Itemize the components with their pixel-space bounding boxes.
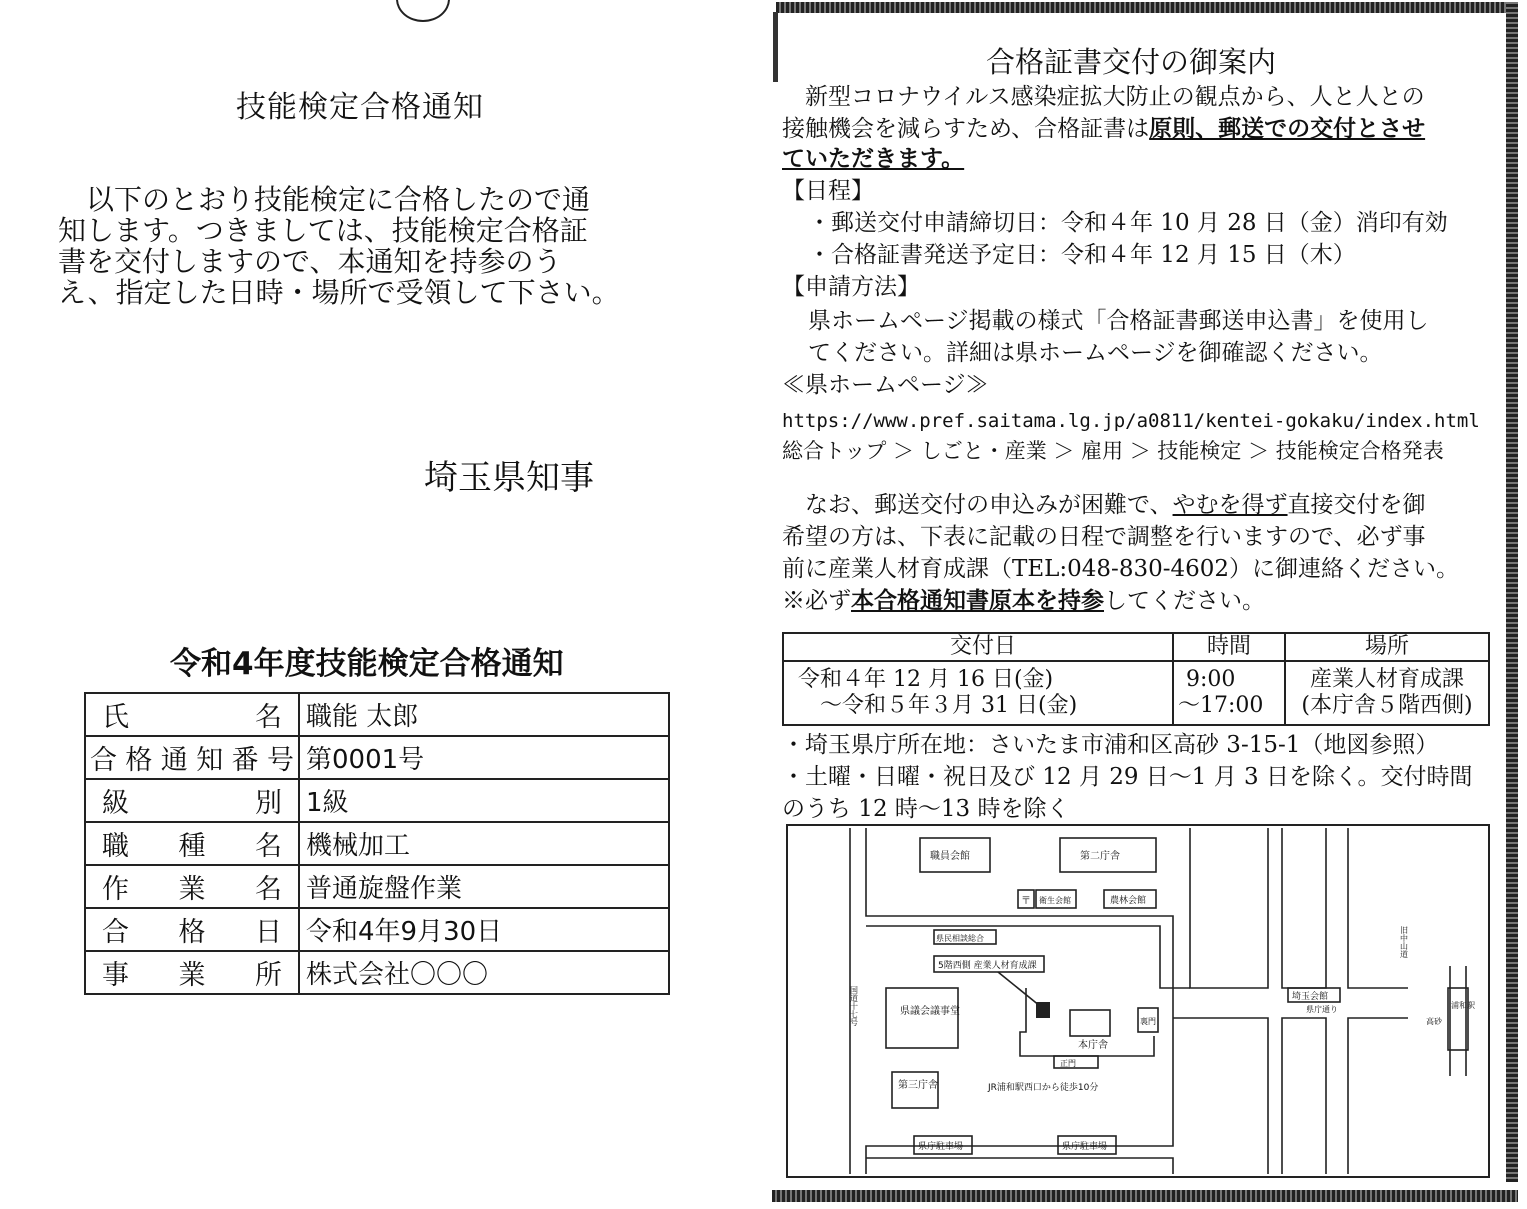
table-row xyxy=(783,661,1489,725)
map-label: 衛生会館 xyxy=(1039,896,1071,905)
row-label: 事業所 xyxy=(85,951,299,994)
breadcrumb: 総合トップ ＞ しごと・産業 ＞ 雇用 ＞ 技能検定 ＞ 技能検定合格発表 xyxy=(782,439,1444,463)
note-emphasis: 本合格通知書原本を持参 xyxy=(851,588,1104,614)
map-label: 〒 xyxy=(1021,896,1031,907)
left-page xyxy=(0,0,760,1209)
table-row xyxy=(85,693,669,736)
note-line: 前に産業人材育成課（TEL:048-830-4602）に御連絡ください。 xyxy=(782,556,1460,582)
note-line: 希望の方は、下表に記載の日程で調整を行いますので、必ず事 xyxy=(782,524,1426,550)
row-label: 合格通知番号 xyxy=(85,736,299,779)
delivery-place-name: 産業人材育成課 xyxy=(1309,667,1464,692)
bullet-line: ・埼玉県庁所在地：さいたま市浦和区高砂 3-15-1（地図参照） xyxy=(782,732,1439,758)
map-label: 裏門 xyxy=(1140,1017,1156,1026)
row-value: 機械加工 xyxy=(299,822,669,865)
map-label: 正門 xyxy=(1060,1059,1076,1068)
pointer-line xyxy=(998,972,1040,1006)
row-value: 第0001号 xyxy=(299,736,669,779)
column-header: 交付日 xyxy=(783,633,1173,661)
building-shape xyxy=(886,988,958,1048)
schedule-item: ・合格証書発送予定日：令和４年 12 月 15 日（木） xyxy=(808,242,1356,268)
map-label: 国道十七号 xyxy=(849,986,859,1026)
method-line: 県ホームページ掲載の様式「合格証書郵送申込書」を使用し xyxy=(808,308,1429,334)
note-line xyxy=(782,586,1265,616)
schedule-item: ・郵送交付申請締切日：令和４年 10 月 28 日（金）消印有効 xyxy=(808,210,1448,236)
map-label: 農林会館 xyxy=(1110,896,1147,906)
frame-border xyxy=(773,12,778,82)
intro-emphasis: 原則、郵送での交付とさせ xyxy=(1149,116,1426,142)
map-label: 県民相談総合 xyxy=(936,934,984,943)
bullet-line: ・土曜・日曜・祝日及び 12 月 29 日～1 月 3 日を除く。交付時間 xyxy=(782,764,1473,790)
road-line xyxy=(1348,828,1408,988)
table-row xyxy=(85,736,669,779)
delivery-time-start: 9:00 xyxy=(1186,667,1236,692)
table-header-row xyxy=(783,633,1489,661)
row-value: 1級 xyxy=(299,779,669,822)
delivery-place-cell xyxy=(1285,661,1489,725)
intro-emphasis: ていただきます。 xyxy=(782,146,965,172)
issuer-name: 埼玉県知事 xyxy=(424,458,594,498)
building-shape xyxy=(1448,988,1468,1050)
table-row xyxy=(85,865,669,908)
delivery-table xyxy=(782,632,1490,726)
road-line xyxy=(866,1158,1173,1174)
road-line xyxy=(1190,828,1268,988)
note-text: ※必ず xyxy=(782,588,851,614)
table-row xyxy=(85,779,669,822)
row-value: 令和4年9月30日 xyxy=(299,908,669,951)
note-text: 直接交付を御 xyxy=(1287,492,1426,518)
map-label: 県庁駐車場 xyxy=(1062,1142,1108,1152)
table-row xyxy=(85,908,669,951)
delivery-time-cell xyxy=(1173,661,1285,725)
frame-border xyxy=(1506,2,1518,1182)
frame-border xyxy=(772,1190,1518,1202)
table-row xyxy=(85,822,669,865)
row-value: 普通旋盤作業 xyxy=(299,865,669,908)
pass-info-table xyxy=(84,692,670,995)
row-label: 級別 xyxy=(85,779,299,822)
table-row xyxy=(85,951,669,994)
map-label: 職員会館 xyxy=(930,851,970,862)
homepage-heading: ≪県ホームページ≫ xyxy=(782,372,989,398)
map-label: 県議会議事堂 xyxy=(900,1006,960,1017)
office-marker-icon xyxy=(1036,1002,1050,1018)
bullet-line: のうち 12 時～13 時を除く xyxy=(782,796,1070,822)
row-value: 職能 太郎 xyxy=(299,693,669,736)
map-label: 高砂 xyxy=(1426,1017,1442,1026)
road-line xyxy=(1348,1018,1408,1174)
notice-body-line: 知します。つきましては、技能検定合格証 xyxy=(58,214,588,247)
column-header: 場所 xyxy=(1285,633,1489,661)
intro-line: 新型コロナウイルス感染症拡大防止の観点から、人と人との xyxy=(782,84,1425,110)
guide-title: 合格証書交付の御案内 xyxy=(986,45,1277,79)
road-line xyxy=(866,926,1190,988)
method-line: てください。詳細は県ホームページを御確認ください。 xyxy=(808,340,1383,366)
notice-body-line: え、指定した日時・場所で受領して下さい。 xyxy=(58,276,620,309)
building-shape xyxy=(1070,1010,1110,1036)
method-heading: 【申請方法】 xyxy=(782,274,920,300)
map-label: 県庁駐車場 xyxy=(918,1142,964,1152)
delivery-date-end: ～令和５年３月 31 日(金) xyxy=(798,693,1078,718)
frame-border xyxy=(776,2,1511,13)
intro-text: 接触機会を減らすため、合格証書は xyxy=(782,116,1150,142)
map-label: JR浦和駅西口から徒歩10分 xyxy=(988,1083,1099,1093)
intro-line xyxy=(782,114,1425,144)
row-label: 氏名 xyxy=(85,693,299,736)
access-map xyxy=(786,824,1490,1178)
note-line xyxy=(782,490,1426,520)
schedule-heading: 【日程】 xyxy=(782,178,874,204)
map-label: 埼玉会館 xyxy=(1292,992,1329,1002)
right-page xyxy=(776,0,1512,1209)
notice-body xyxy=(58,184,658,308)
map-label: 第二庁舎 xyxy=(1080,851,1120,862)
map-label: 第三庁舎 xyxy=(898,1080,938,1091)
map-label: 本庁舎 xyxy=(1078,1040,1108,1051)
map-label: 県庁通り xyxy=(1306,1005,1338,1014)
pass-table-title: 令和4年度技能検定合格通知 xyxy=(170,646,564,682)
road-line xyxy=(1173,1018,1268,1174)
delivery-date-start: 令和４年 12 月 16 日(金) xyxy=(798,667,1054,692)
row-label: 作業名 xyxy=(85,865,299,908)
road-line xyxy=(866,828,1173,1174)
delivery-time-end: ～17:00 xyxy=(1178,693,1264,718)
row-label: 職種名 xyxy=(85,822,299,865)
map-label: 旧中山道 xyxy=(1399,926,1409,958)
note-text: なお、郵送交付の申込みが困難で、 xyxy=(782,492,1173,518)
note-text: してください。 xyxy=(1104,588,1265,614)
map-label: 浦和駅 xyxy=(1451,1001,1475,1010)
map-drawing xyxy=(788,826,1488,1176)
road-line xyxy=(1282,828,1326,988)
note-emphasis: やむを得ず xyxy=(1172,492,1288,518)
road-line xyxy=(1282,1018,1326,1174)
notice-body-line: 書を交付しますので、本通知を持参のう xyxy=(58,245,562,278)
column-header: 時間 xyxy=(1173,633,1285,661)
homepage-url[interactable]: https://www.pref.saitama.lg.jp/a0811/kentei-gokaku/index.html xyxy=(782,410,1480,432)
seal-icon xyxy=(396,0,450,22)
delivery-date-cell xyxy=(783,661,1173,725)
row-value: 株式会社〇〇〇 xyxy=(299,951,669,994)
delivery-place-detail: (本庁舎５階西側) xyxy=(1301,693,1473,718)
map-label: 5階西側 産業人材育成課 xyxy=(938,961,1037,971)
row-label: 合格日 xyxy=(85,908,299,951)
notice-title: 技能検定合格通知 xyxy=(236,90,484,125)
notice-body-line: 以下のとおり技能検定に合格したので通 xyxy=(58,183,591,216)
